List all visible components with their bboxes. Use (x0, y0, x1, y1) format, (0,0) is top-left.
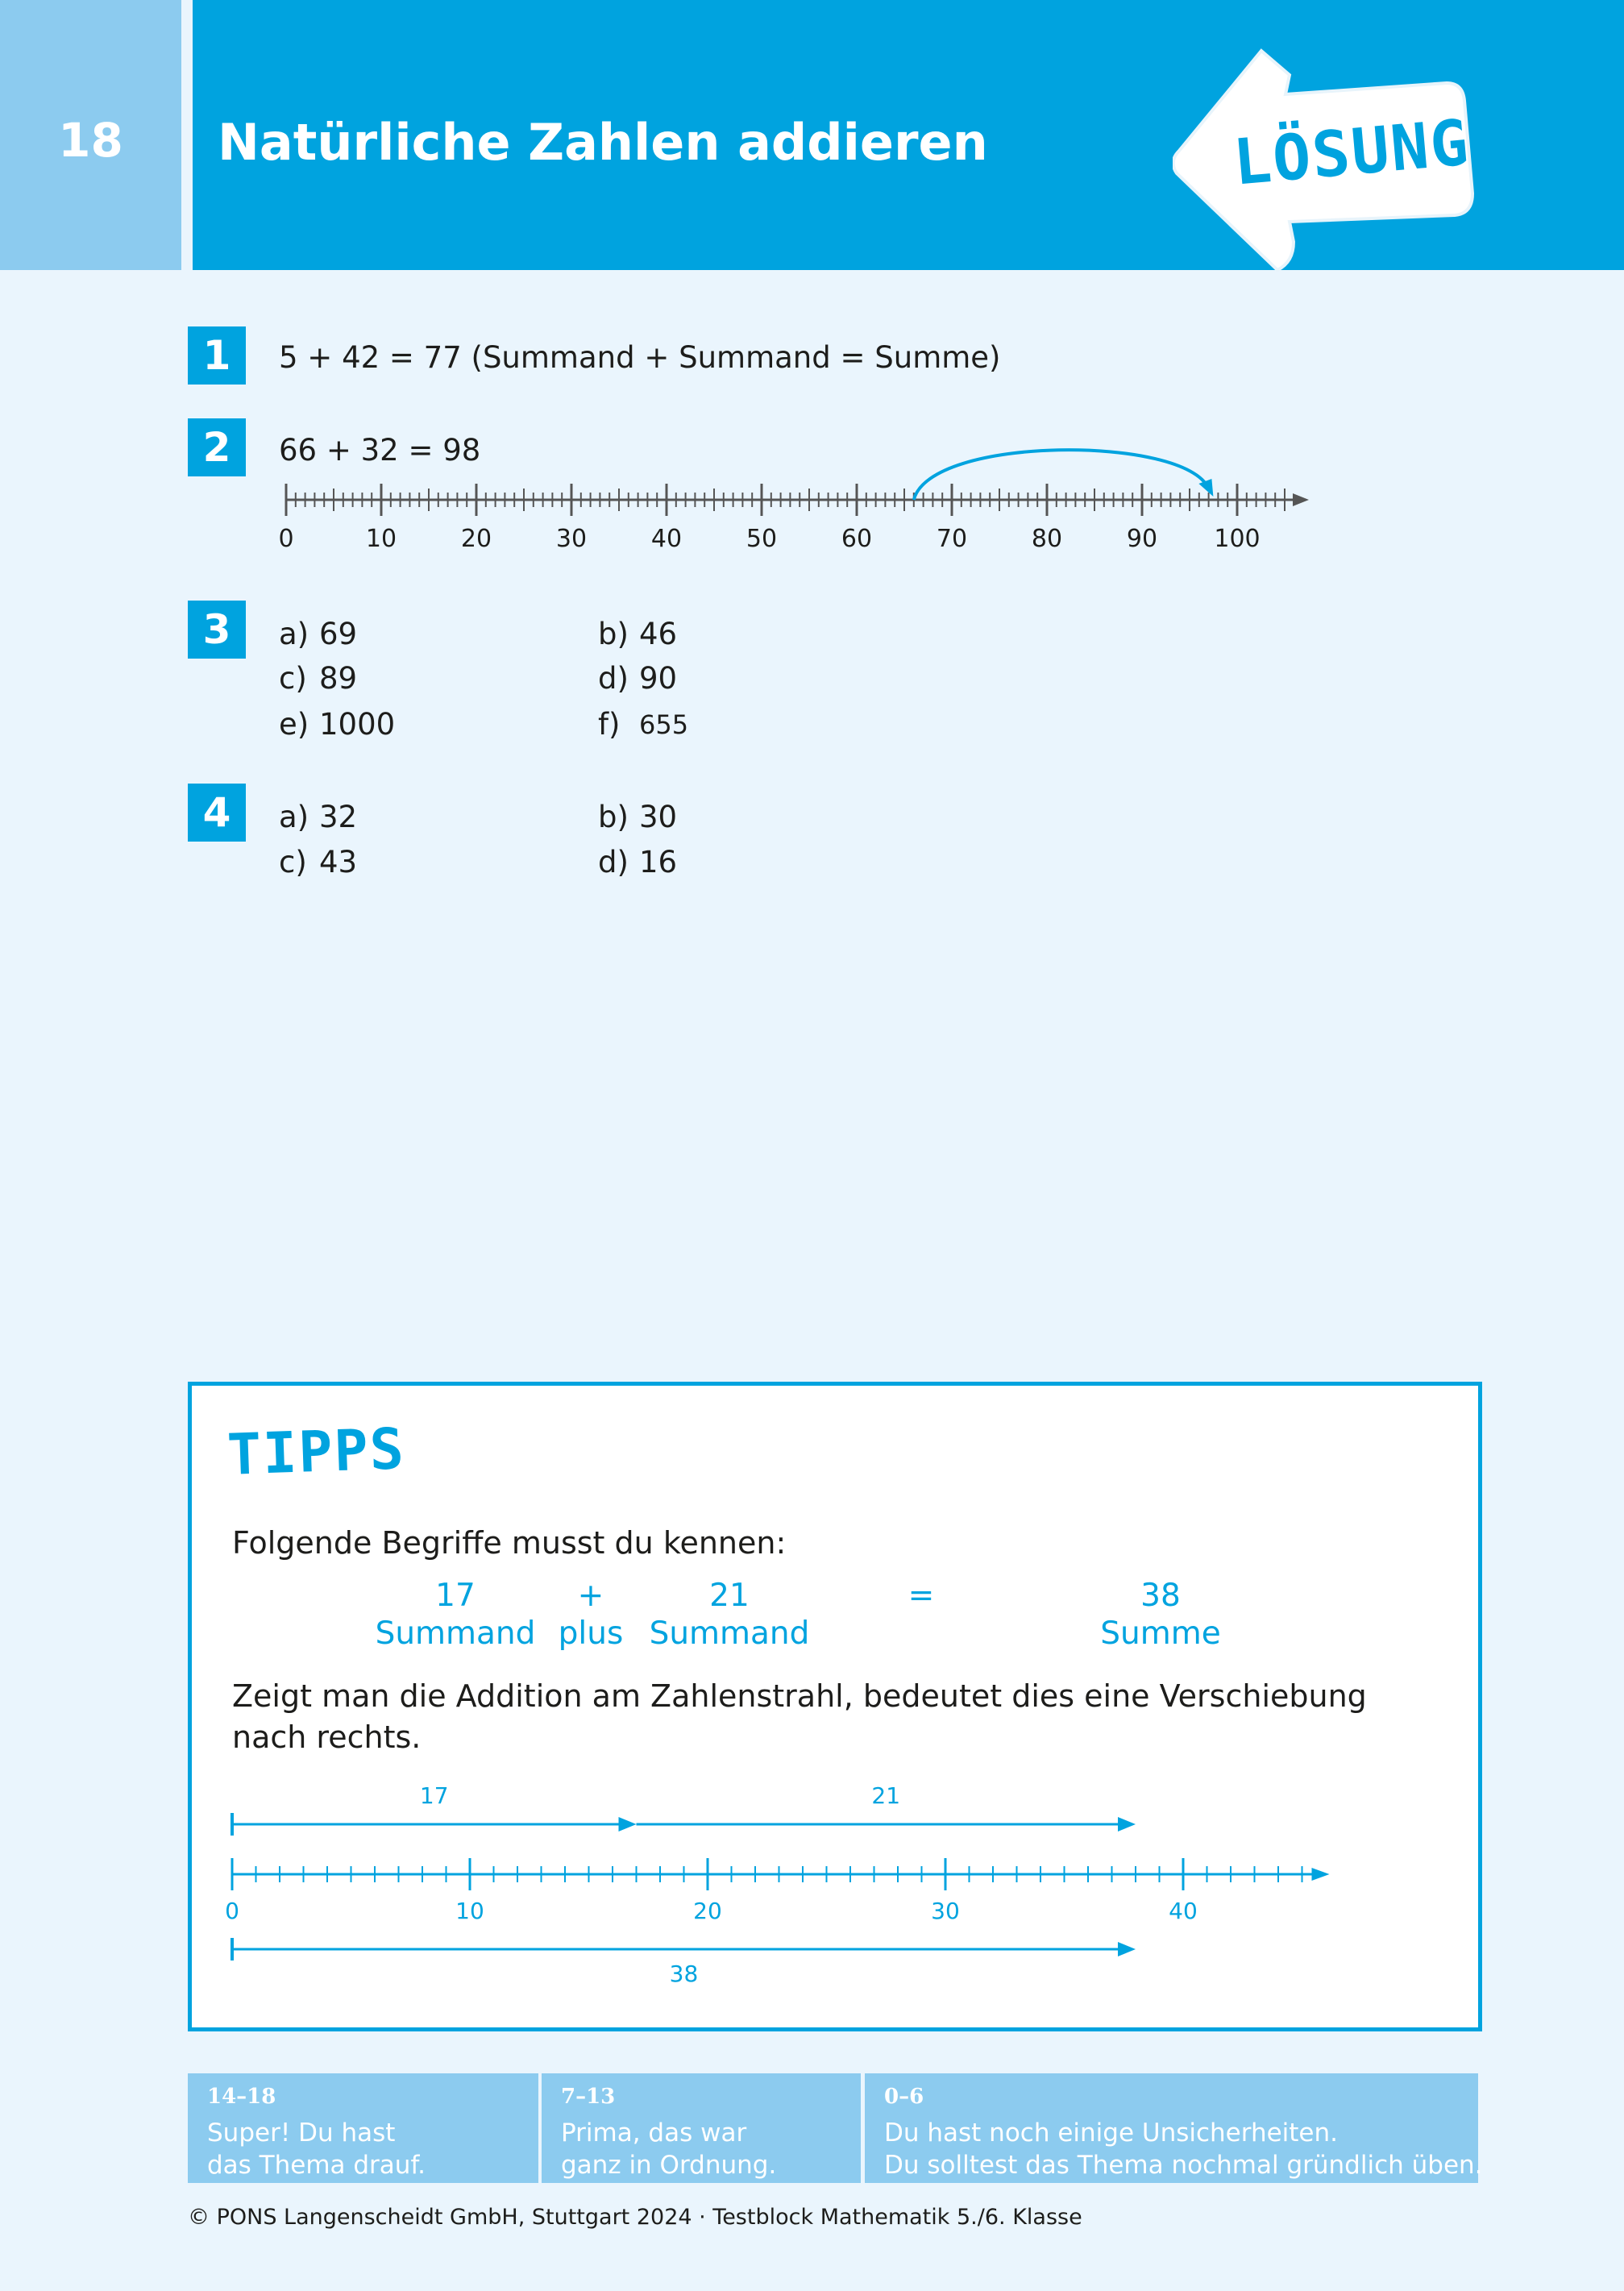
task-2-solution: 66 + 32 = 98 (279, 433, 481, 468)
number-line-2-arrow-label: 38 (669, 1960, 699, 1987)
number-line-2-arrowhead (1312, 1868, 1330, 1881)
score-text-low-1: Du hast noch einige Unsicherheiten. (884, 2118, 1339, 2148)
number-line-2-arrow-label: 21 (871, 1782, 901, 1809)
number-line-2-label: 0 (225, 1898, 239, 1924)
term-label-summe: Summe (1100, 1615, 1221, 1652)
term-number-38: 38 (1140, 1578, 1181, 1614)
tipps-explanation-line-2: nach rechts. (232, 1719, 422, 1755)
number-line-1-jump-arrowhead (1198, 479, 1213, 497)
task-4d-value: 16 (639, 845, 678, 879)
task-number-1: 1 (188, 326, 246, 385)
task-3a-value: 69 (319, 617, 358, 651)
number-line-1-label: 100 (1214, 525, 1261, 553)
score-text-high-2: das Thema drauf. (207, 2151, 426, 2180)
task-4b-label: b) (598, 800, 629, 834)
number-line-1-label: 80 (1031, 525, 1063, 553)
footer-copyright: © PONS Langenscheidt GmbH, Stuttgart 2024 · Testblock Mathematik 5./6. Klasse (188, 2205, 1082, 2230)
number-line-2-label: 30 (931, 1898, 960, 1924)
task-3c-label: c) (279, 661, 307, 696)
task-1-solution: 5 + 42 = 77 (Summand + Summand = Summe) (279, 340, 1001, 375)
score-text-medium-1: Prima, das war (561, 2118, 747, 2148)
task-3a-label: a) (279, 617, 309, 651)
number-line-1-jump-arc (914, 450, 1209, 500)
task-3c-value: 89 (319, 661, 358, 696)
score-range-low: 0–6 (884, 2085, 924, 2109)
number-line-2-arrow-head (1118, 1817, 1136, 1832)
score-text-low-2: Du solltest das Thema nochmal gründlich üben. (884, 2151, 1483, 2180)
task-4d-label: d) (598, 845, 629, 879)
task-3d-value: 90 (639, 661, 678, 696)
term-label-summand-2: Summand (649, 1615, 810, 1652)
task-4a-value: 32 (319, 800, 358, 834)
task-number-2: 2 (188, 418, 246, 476)
number-line-2-label: 20 (693, 1898, 722, 1924)
task-3d-label: d) (598, 661, 629, 696)
number-line-2-arrow-label: 17 (419, 1782, 449, 1809)
score-text-high-1: Super! Du hast (207, 2118, 396, 2148)
number-line-2-label: 40 (1169, 1898, 1198, 1924)
score-box-low (865, 2073, 1483, 2183)
number-line-2-arrow-head (619, 1817, 637, 1832)
term-number-21: 21 (709, 1578, 750, 1614)
number-line-1-label: 30 (555, 525, 588, 553)
number-line-1 (266, 435, 1314, 556)
task-number-4: 4 (188, 784, 246, 842)
number-line-2 (218, 1782, 1346, 1999)
term-label-plus: plus (558, 1615, 624, 1652)
score-text-medium-2: ganz in Ordnung. (561, 2151, 777, 2180)
term-label-summand-1: Summand (375, 1615, 536, 1652)
task-3e-label: e) (279, 707, 309, 742)
task-4c-value: 43 (319, 845, 358, 879)
score-box-high (188, 2073, 538, 2183)
term-number-17: 17 (435, 1578, 476, 1614)
term-equals-sign: = (908, 1578, 935, 1614)
number-line-1-label: 20 (460, 525, 492, 553)
task-3f-label: f) (598, 707, 621, 742)
number-line-1-label: 40 (650, 525, 683, 553)
number-line-1-label: 10 (365, 525, 397, 553)
task-3b-label: b) (598, 617, 629, 651)
page-number: 18 (58, 113, 123, 168)
tipps-intro: Folgende Begriffe musst du kennen: (232, 1525, 787, 1561)
number-line-1-label: 70 (936, 525, 968, 553)
task-3b-value: 46 (639, 617, 678, 651)
score-range-medium: 7–13 (561, 2085, 616, 2109)
task-number-3: 3 (188, 601, 246, 659)
task-4a-label: a) (279, 800, 309, 834)
tipps-title: TIPPS (226, 1416, 407, 1488)
number-line-1-label: 50 (746, 525, 778, 553)
number-line-1-label: 90 (1126, 525, 1158, 553)
loesung-label: LÖSUNG (1230, 106, 1473, 200)
score-box-medium (542, 2073, 861, 2183)
number-line-2-arrow-head (1118, 1942, 1136, 1956)
page-title: Natürliche Zahlen addieren (218, 113, 988, 172)
score-range-high: 14–18 (207, 2085, 276, 2109)
task-4c-label: c) (279, 845, 307, 879)
task-3e-value: 1000 (319, 707, 396, 742)
number-line-1-label: 60 (841, 525, 873, 553)
task-3f-value: 655 (639, 709, 689, 740)
term-plus-sign: + (577, 1578, 604, 1614)
number-line-1-label: 0 (278, 525, 294, 553)
number-line-2-label: 10 (455, 1898, 484, 1924)
number-line-1-arrowhead (1293, 493, 1309, 506)
tipps-explanation-line-1: Zeigt man die Addition am Zahlenstrahl, bedeutet dies eine Verschiebung (232, 1678, 1367, 1714)
task-4b-value: 30 (639, 800, 678, 834)
